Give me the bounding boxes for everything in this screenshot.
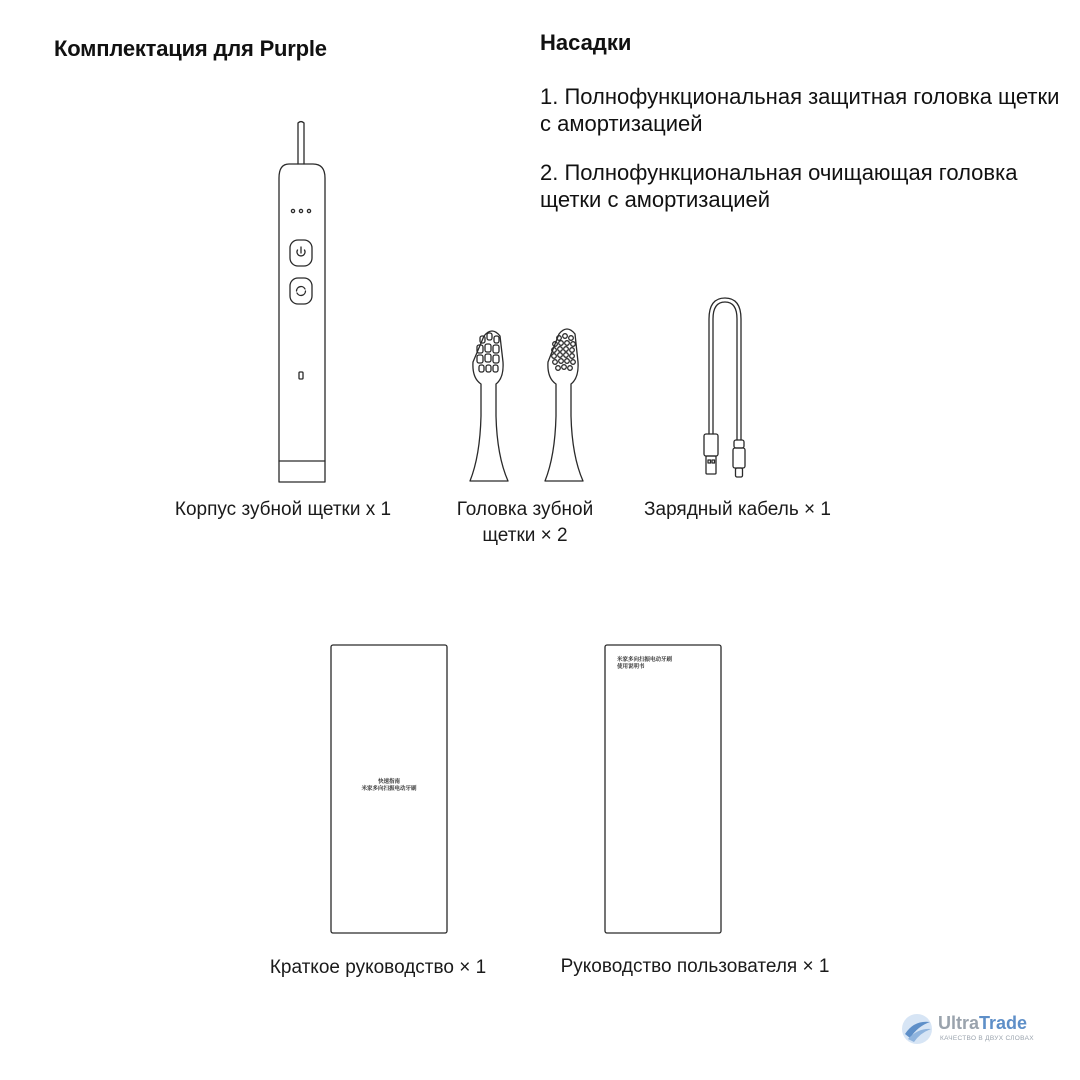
quick-guide-caption: Краткое руководство × 1 — [269, 957, 487, 978]
charging-cable-caption: Зарядный кабель × 1 — [644, 499, 831, 520]
brush-head-caption-line-2: щетки × 2 — [482, 525, 568, 546]
ultratrade-logo — [900, 1012, 1050, 1048]
brush-head-caption — [425, 497, 625, 549]
ultratrade-logo-name — [938, 1013, 1027, 1034]
brush-head-illustration-1 — [466, 326, 526, 486]
brush-head-caption-line-1: Головка зубной — [456, 499, 594, 520]
heads-item-2: 2. Полнофункциональная очищающая головка щетки с амортизацией — [540, 160, 1018, 212]
logo-name-part-2: Trade — [979, 1013, 1028, 1033]
toothbrush-body-illustration — [265, 118, 345, 488]
heads-item-1: 1. Полнофункциональная защитная головка щетки с амортизацией — [540, 84, 1060, 136]
brush-head-illustration-2 — [541, 326, 601, 486]
user-manual-line-1: 米家多向扫振电动牙刷 — [617, 657, 673, 663]
quick-guide-illustration — [330, 644, 448, 934]
logo-name-part-1: Ultra — [938, 1013, 980, 1033]
ultratrade-logo-icon — [900, 1012, 934, 1046]
charging-cable-illustration — [690, 294, 760, 484]
quick-guide-line-2: 米家多向扫振电动牙刷 — [361, 786, 417, 792]
page-title: Комплектация для Purple — [54, 36, 327, 61]
quick-guide-line-1: 快速指南 — [377, 779, 401, 785]
user-manual-illustration — [604, 644, 722, 934]
toothbrush-body-caption: Корпус зубной щетки x 1 — [174, 499, 392, 520]
heads-title: Насадки — [540, 30, 632, 55]
ultratrade-logo-tagline: КАЧЕСТВО В ДВУХ СЛОВАХ — [940, 1035, 1034, 1042]
user-manual-line-2: 使用说明书 — [617, 664, 645, 670]
user-manual-caption: Руководство пользователя × 1 — [560, 956, 830, 977]
